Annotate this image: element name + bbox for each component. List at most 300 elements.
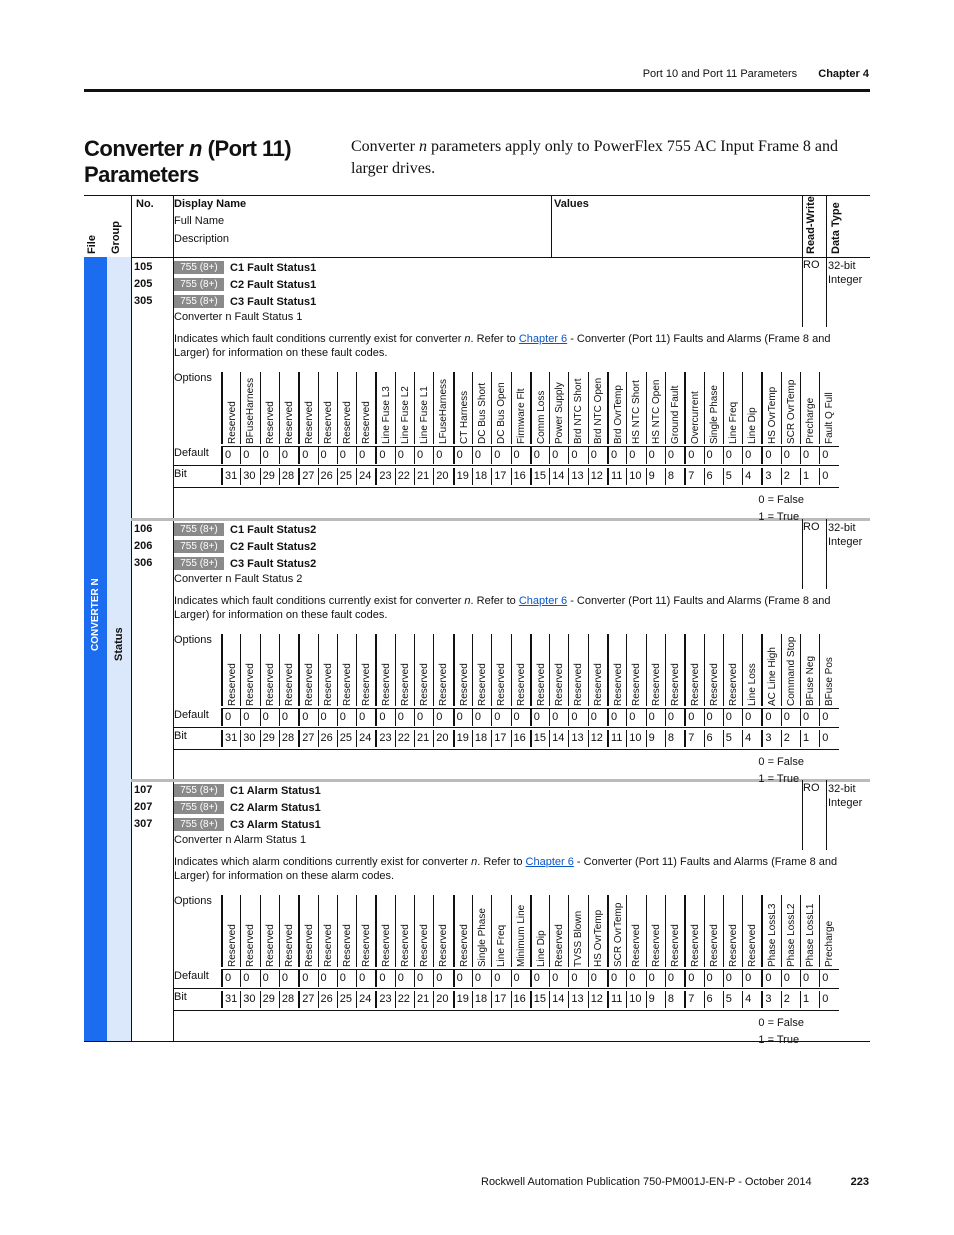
bit-cell: 23: [375, 991, 394, 1008]
option-label: Reserved: [458, 663, 470, 706]
option-cell: [549, 895, 569, 967]
param-number: 306: [134, 557, 153, 569]
option-label: Reserved: [613, 663, 624, 706]
default-cell: 0: [356, 709, 375, 726]
option-cell: [646, 895, 666, 967]
bit-cell: 27: [298, 468, 317, 485]
options-label: Options: [174, 634, 212, 646]
frame-badge: 755 (8+): [174, 818, 224, 831]
bit-table: [174, 895, 870, 1046]
bit-cell: 11: [607, 730, 626, 747]
default-cell: 0: [607, 970, 626, 987]
col-divider: [826, 196, 827, 257]
default-cell: 0: [260, 970, 279, 987]
parameter-block: [131, 780, 870, 1046]
option-cell: [800, 372, 820, 444]
default-cell: 0: [626, 447, 645, 464]
option-cell: [723, 634, 743, 706]
header-section: Port 10 and Port 11 Parameters: [642, 68, 798, 80]
option-cell: [491, 634, 511, 706]
option-label: Reserved: [322, 663, 334, 706]
bit-cell: 22: [395, 730, 414, 747]
option-label: Reserved: [419, 663, 430, 706]
option-cell: [607, 634, 628, 706]
option-cell: [433, 895, 453, 967]
default-cell: 0: [240, 447, 259, 464]
bit-cell: 13: [568, 991, 587, 1008]
option-cell: [568, 634, 588, 706]
option-cell: [491, 895, 511, 967]
default-cell: 0: [375, 970, 394, 987]
bit-cell: 13: [568, 730, 587, 747]
option-cell: [414, 634, 434, 706]
option-label: LFuseHarness: [438, 378, 450, 444]
frame-badge: 755 (8+): [174, 278, 224, 291]
bit-cell: 28: [279, 468, 298, 485]
bit-cell: 21: [414, 991, 433, 1008]
option-label: Reserved: [650, 663, 662, 706]
option-label: Reserved: [458, 924, 470, 967]
bit-cell: 17: [491, 991, 510, 1008]
default-cell: 0: [684, 709, 703, 726]
bit-cell: 2: [781, 991, 800, 1008]
option-cell: [260, 895, 280, 967]
option-label: Reserved: [650, 924, 662, 967]
footer-publication: Rockwell Automation Publication 750-PM001J-EN-P - October 2014: [481, 1176, 812, 1188]
option-label: Brd NTC Short: [573, 378, 585, 444]
option-cell: [761, 372, 782, 444]
data-type-value: 32-bit Integer: [828, 260, 863, 286]
default-cell: 0: [337, 447, 356, 464]
option-cell: [221, 634, 242, 706]
bit-cell: 27: [298, 730, 317, 747]
param-name-row: [174, 555, 316, 572]
default-cell: 0: [395, 709, 414, 726]
data-type-value: 32-bit Integer: [828, 522, 863, 548]
option-label: Comm Loss: [535, 390, 547, 444]
bit-cell: 24: [356, 991, 375, 1008]
bit-label: Bit: [174, 468, 187, 480]
default-cell: 0: [530, 709, 549, 726]
option-label: SCR OvrTemp: [785, 379, 797, 444]
option-label: Reserved: [264, 663, 276, 706]
param-name-row: [174, 782, 321, 799]
bit-cell: 5: [723, 468, 742, 485]
bit-cell: 5: [723, 730, 742, 747]
bit-cell: 25: [337, 468, 356, 485]
option-cell: [781, 372, 801, 444]
option-label: Line Loss: [747, 663, 759, 706]
option-cell: [375, 895, 396, 967]
frame-badge: 755 (8+): [174, 261, 224, 274]
bit-legend: 0 = False 1 = True: [758, 494, 804, 523]
footer: [481, 1176, 869, 1188]
param-number: 305: [134, 295, 153, 307]
option-cell: [491, 372, 511, 444]
option-label: Reserved: [381, 663, 393, 706]
default-cell: 0: [375, 709, 394, 726]
option-label: Reserved: [399, 924, 411, 967]
bit-cell: 22: [395, 991, 414, 1008]
option-cell: [395, 372, 415, 444]
default-cell: 0: [704, 447, 723, 464]
bit-cell: 23: [375, 468, 394, 485]
option-cell: [279, 895, 299, 967]
option-label: Phase LossL3: [767, 903, 779, 967]
option-cell: [240, 895, 260, 967]
param-full-name: Converter n Fault Status 2: [174, 573, 303, 585]
param-display-name: C3 Fault Status1: [230, 295, 317, 308]
default-cell: 0: [279, 447, 298, 464]
default-cell: 0: [588, 709, 607, 726]
option-cell: [453, 372, 474, 444]
param-number: 206: [134, 540, 153, 552]
row-rule: [174, 487, 839, 488]
option-label: Line Freq: [727, 401, 739, 444]
default-cell: 0: [221, 447, 240, 464]
param-display-name: C3 Alarm Status1: [230, 818, 321, 831]
frame-badge: 755 (8+): [174, 557, 224, 570]
bit-cell: 29: [260, 730, 279, 747]
default-cell: 0: [568, 447, 587, 464]
bit-cell: 0: [819, 991, 838, 1008]
bit-cell: 9: [646, 730, 665, 747]
option-label: Reserved: [515, 663, 527, 706]
bit-cell: 10: [626, 730, 645, 747]
frame-badge: 755 (8+): [174, 295, 224, 308]
option-cell: [626, 372, 646, 444]
option-cell: [472, 372, 492, 444]
bit-cell: 12: [588, 468, 607, 485]
option-label: Reserved: [708, 663, 720, 706]
option-label: Reserved: [361, 401, 373, 444]
option-label: Overcurrent: [690, 391, 702, 444]
option-cell: [433, 372, 453, 444]
option-cell: [279, 634, 299, 706]
default-cell: 0: [221, 970, 240, 987]
default-cell: 0: [588, 447, 607, 464]
option-label: Reserved: [283, 663, 295, 706]
param-full-name: Converter n Alarm Status 1: [174, 834, 307, 846]
bit-cell: 4: [742, 730, 761, 747]
option-label: Reserved: [283, 924, 295, 967]
default-cell: 0: [414, 970, 433, 987]
option-label: Reserved: [304, 924, 316, 967]
default-cell: 0: [511, 709, 530, 726]
frame-badge: 755 (8+): [174, 540, 224, 553]
option-label: Reserved: [496, 663, 508, 706]
bit-cell: 25: [337, 991, 356, 1008]
option-cell: [800, 634, 820, 706]
param-description: Indicates which fault conditions currently exist for converter n. Refer to Chapter 6 - Converter (Port 11) Faults and Alarms (Frame 8 and Larger) for information on these fault codes.: [174, 333, 831, 359]
default-cell: 0: [395, 447, 414, 464]
header-data-type: Data Type: [830, 202, 842, 254]
option-label: Single Phase: [708, 385, 720, 444]
option-cell: [260, 372, 280, 444]
bit-cell: 19: [453, 991, 472, 1008]
default-cell: 0: [240, 709, 259, 726]
option-cell: [337, 372, 357, 444]
bit-legend: 0 = False 1 = True: [758, 756, 804, 785]
default-cell: 0: [800, 709, 819, 726]
option-cell: [704, 634, 724, 706]
header-full-name: Full Name: [174, 215, 225, 227]
bit-cell: 0: [819, 468, 838, 485]
option-cell: [568, 895, 588, 967]
bit-cell: 18: [472, 730, 491, 747]
option-label: Reserved: [381, 924, 393, 967]
default-cell: 0: [395, 970, 414, 987]
default-cell: 0: [453, 709, 472, 726]
default-cell: 0: [626, 970, 645, 987]
option-cell: [665, 634, 685, 706]
bit-cell: 0: [819, 730, 838, 747]
param-name-row: [174, 799, 321, 816]
param-name-row: [174, 816, 321, 833]
option-label: Line Fuse L3: [381, 386, 393, 444]
option-label: BFuse Pos: [824, 657, 836, 706]
option-label: Reserved: [264, 924, 276, 967]
bit-cell: 21: [414, 730, 433, 747]
option-cell: [221, 372, 242, 444]
param-number: 107: [134, 784, 153, 796]
default-cell: 0: [665, 709, 684, 726]
option-label: Reserved: [708, 924, 720, 967]
option-cell: [607, 895, 628, 967]
default-cell: 0: [337, 970, 356, 987]
option-cell: [723, 372, 743, 444]
param-numbers: [134, 782, 152, 833]
bit-cell: 8: [665, 730, 684, 747]
bit-cell: 31: [221, 730, 240, 747]
option-cell: [472, 634, 492, 706]
default-cell: 0: [433, 447, 452, 464]
bit-cell: 4: [742, 991, 761, 1008]
option-label: Minimum Line: [515, 904, 527, 967]
option-label: Reserved: [341, 663, 353, 706]
default-cell: 0: [279, 970, 298, 987]
option-cell: [511, 372, 531, 444]
param-name-row: [174, 259, 316, 276]
option-cell: [781, 634, 801, 706]
param-name-row: [174, 521, 316, 538]
option-cell: [819, 895, 839, 967]
option-cell: [356, 634, 376, 706]
bit-cell: 28: [279, 730, 298, 747]
option-cell: [723, 895, 743, 967]
option-label: BFuse Neg: [805, 655, 816, 706]
bit-cell: 19: [453, 730, 472, 747]
option-label: Precharge: [805, 397, 816, 444]
option-label: Reserved: [227, 401, 238, 444]
header-rule: [84, 89, 870, 92]
default-cell: 0: [742, 447, 761, 464]
bit-cell: 15: [530, 730, 549, 747]
parameter-table: [84, 195, 870, 1046]
default-cell: 0: [819, 709, 838, 726]
option-cell: [472, 895, 492, 967]
bit-cell: 1: [800, 730, 819, 747]
option-label: Line Freq: [496, 924, 508, 967]
option-cell: [240, 634, 260, 706]
option-cell: [298, 634, 319, 706]
option-cell: [511, 895, 531, 967]
option-cell: [356, 372, 376, 444]
option-cell: [298, 372, 319, 444]
bit-cell: 25: [337, 730, 356, 747]
option-label: Ground Fault: [669, 385, 681, 444]
default-cell: 0: [491, 709, 510, 726]
bit-label: Bit: [174, 730, 187, 742]
option-cell: [588, 895, 608, 967]
option-label: Reserved: [669, 924, 681, 967]
option-cell: [684, 634, 705, 706]
parameter-block: [131, 519, 870, 785]
bit-cell: 15: [530, 468, 549, 485]
option-cell: [260, 634, 280, 706]
bit-cell: 13: [568, 468, 587, 485]
default-cell: 0: [781, 709, 800, 726]
frame-badge: 755 (8+): [174, 801, 224, 814]
default-cell: 0: [511, 447, 530, 464]
param-number: 307: [134, 818, 153, 830]
bit-cell: 11: [607, 468, 626, 485]
bit-cell: 20: [433, 468, 452, 485]
param-display-name: C2 Fault Status2: [230, 540, 317, 553]
bit-cell: 14: [549, 991, 568, 1008]
default-cell: 0: [704, 970, 723, 987]
param-display-name: C1 Alarm Status1: [230, 784, 321, 797]
option-cell: [433, 634, 453, 706]
default-cell: 0: [530, 447, 549, 464]
option-cell: [414, 372, 434, 444]
default-cell: 0: [646, 970, 665, 987]
option-label: Phase LossL1: [805, 903, 816, 967]
default-cell: 0: [742, 970, 761, 987]
option-cell: [704, 372, 724, 444]
bit-cell: 3: [761, 468, 780, 485]
header-read-write: Read-Write: [805, 196, 817, 254]
col-divider: [826, 257, 827, 327]
option-label: Reserved: [361, 924, 373, 967]
param-display-name: C2 Fault Status1: [230, 278, 317, 291]
default-cell: 0: [298, 447, 317, 464]
option-cell: [646, 634, 666, 706]
param-numbers: [134, 259, 152, 310]
option-cell: [318, 634, 338, 706]
default-cell: 0: [414, 447, 433, 464]
option-label: Power Supply: [554, 382, 566, 444]
chapter-link[interactable]: Chapter 6: [518, 595, 568, 607]
page-title: Converter n (Port 11) Parameters: [84, 136, 292, 187]
option-cell: [684, 372, 705, 444]
option-cell: [298, 895, 319, 967]
default-cell: 0: [298, 970, 317, 987]
default-cell: 0: [260, 447, 279, 464]
bit-cell: 16: [511, 730, 530, 747]
option-cell: [684, 895, 705, 967]
option-cell: [240, 372, 260, 444]
default-cell: 0: [549, 709, 568, 726]
default-cell: 0: [337, 709, 356, 726]
default-cell: 0: [221, 709, 240, 726]
bit-cell: 1: [800, 991, 819, 1008]
option-cell: [395, 634, 415, 706]
bit-cell: 8: [665, 991, 684, 1008]
option-label: HS OvrTemp: [767, 386, 779, 444]
bit-cell: 17: [491, 468, 510, 485]
bit-table: [174, 634, 870, 785]
option-cell: [665, 895, 685, 967]
header-display-name: Display Name: [174, 198, 247, 210]
bit-cell: 15: [530, 991, 549, 1008]
default-cell: 0: [530, 970, 549, 987]
default-label: Default: [174, 447, 209, 459]
bit-cell: 24: [356, 730, 375, 747]
option-cell: [395, 895, 415, 967]
option-label: Reserved: [690, 924, 702, 967]
default-cell: 0: [318, 447, 337, 464]
bit-cell: 6: [704, 730, 723, 747]
param-full-name: Converter n Fault Status 1: [174, 311, 303, 323]
option-label: HS NTC Short: [631, 380, 643, 444]
bit-cell: 30: [240, 991, 259, 1008]
option-cell: [375, 372, 396, 444]
param-number: 205: [134, 278, 153, 290]
read-write-value: RO: [803, 259, 820, 271]
option-label: Reserved: [476, 663, 488, 706]
option-cell: [318, 372, 338, 444]
page-number: 223: [850, 1176, 869, 1188]
chapter-link[interactable]: Chapter 6: [518, 333, 568, 345]
default-cell: 0: [819, 447, 838, 464]
option-label: Fault Q Full: [824, 392, 836, 444]
option-label: Line Dip: [747, 407, 759, 444]
option-cell: [646, 372, 666, 444]
param-number: 207: [134, 801, 153, 813]
param-description: Indicates which fault conditions currently exist for converter n. Refer to Chapter 6 - Converter (Port 11) Faults and Alarms (Frame 8 and Larger) for information on these fault codes.: [174, 595, 831, 621]
option-label: BFuseHarness: [245, 377, 257, 444]
default-cell: 0: [646, 709, 665, 726]
param-names: [174, 782, 321, 833]
option-label: DC Bus Short: [476, 382, 488, 444]
bit-label: Bit: [174, 991, 187, 1003]
header-file: File: [86, 235, 98, 254]
bit-cell: 3: [761, 991, 780, 1008]
default-cell: 0: [491, 447, 510, 464]
default-cell: 0: [607, 447, 626, 464]
default-cell: 0: [665, 447, 684, 464]
option-cell: [761, 895, 782, 967]
default-cell: 0: [761, 970, 780, 987]
param-number: 106: [134, 523, 153, 535]
default-cell: 0: [742, 709, 761, 726]
chapter-link[interactable]: Chapter 6: [525, 856, 574, 868]
bit-cell: 10: [626, 991, 645, 1008]
row-rule: [174, 727, 839, 728]
default-cell: 0: [472, 447, 491, 464]
default-cell: 0: [279, 709, 298, 726]
bit-cell: 1: [800, 468, 819, 485]
row-rule: [174, 988, 839, 989]
option-label: Firmware Flt: [515, 388, 527, 444]
option-label: TVSS Blown: [573, 910, 585, 967]
option-label: Reserved: [535, 663, 547, 706]
option-cell: [742, 895, 762, 967]
option-cell: [375, 634, 396, 706]
default-cell: 0: [723, 709, 742, 726]
param-name-row: [174, 276, 316, 293]
